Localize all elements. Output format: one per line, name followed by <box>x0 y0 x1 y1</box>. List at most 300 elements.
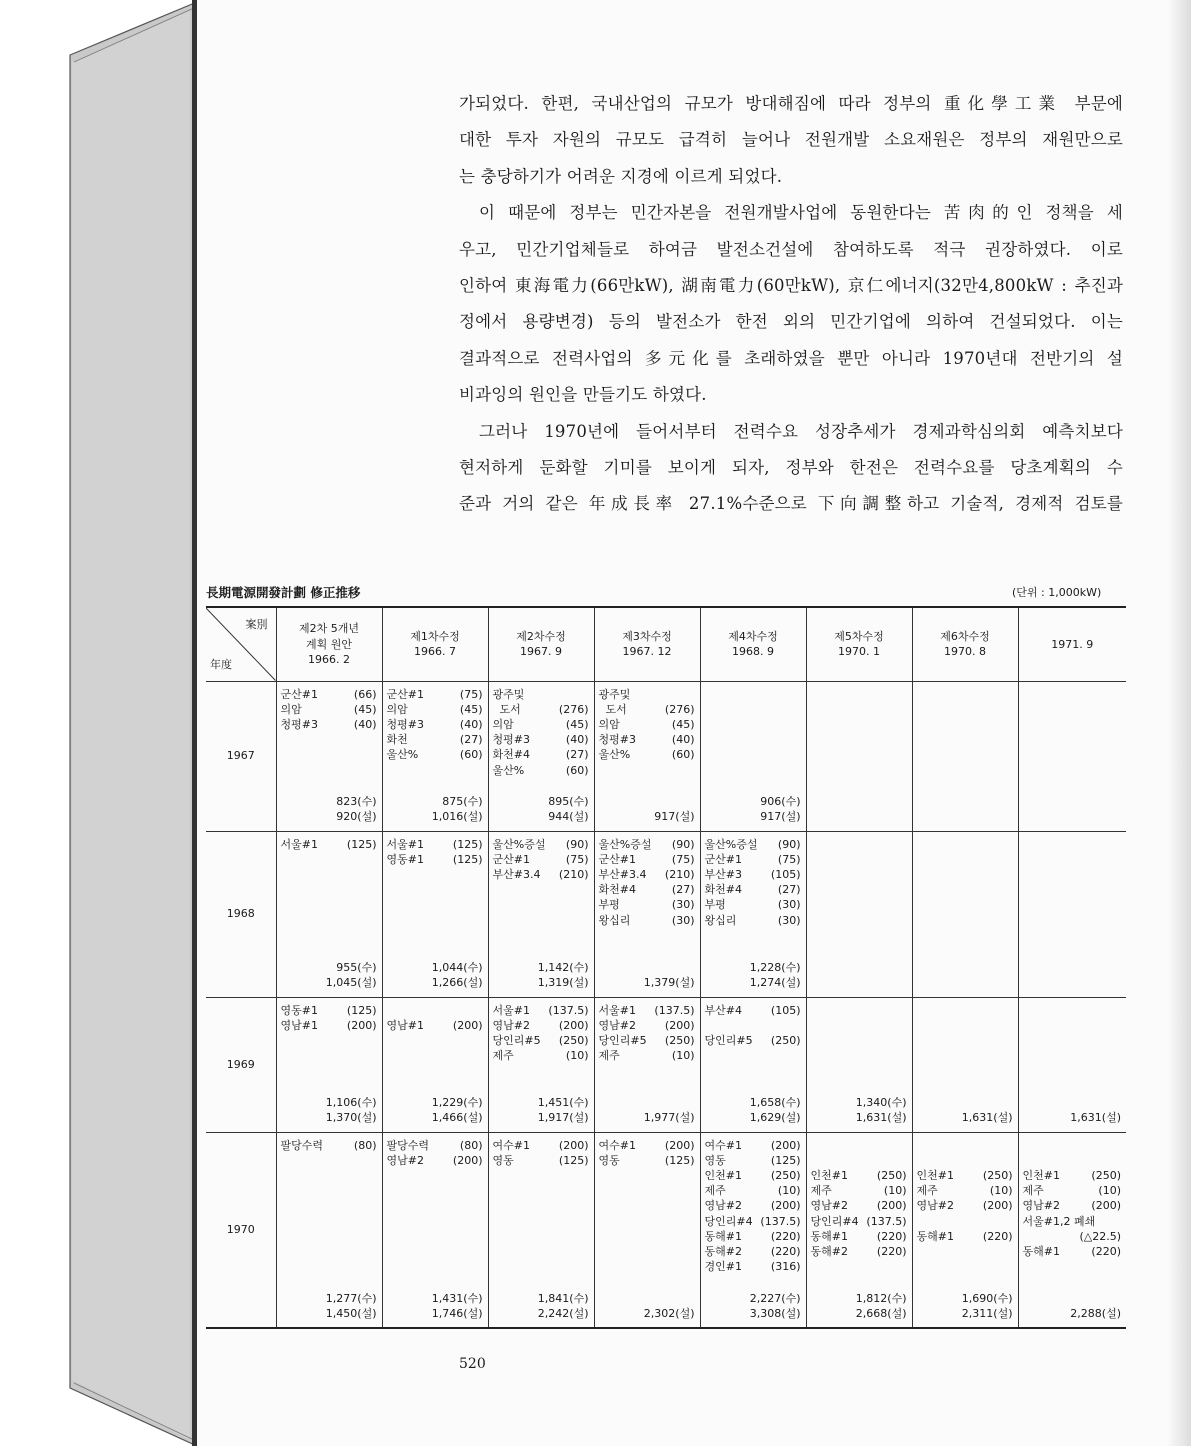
plant-capacity: (220) <box>982 1229 1013 1243</box>
plant-entry <box>705 1018 801 1033</box>
plant-capacity: (250) <box>1091 1168 1121 1182</box>
plant-capacity: (75) <box>459 687 483 701</box>
capacity-total: 1,746(설) <box>431 1306 483 1320</box>
plant-name: 광주및 <box>492 687 525 701</box>
column-header-line: 제2차수정 <box>516 630 566 644</box>
plant-name: 제주 <box>1022 1184 1044 1198</box>
plant-capacity: (125) <box>664 1153 695 1167</box>
capacity-total: 2,668(설) <box>855 1306 907 1320</box>
plant-capacity: (316) <box>770 1260 801 1274</box>
plant-capacity: (27) <box>565 748 589 762</box>
plant-name: 영동 <box>598 1153 620 1167</box>
plant-entry <box>599 1033 695 1048</box>
plant-name: 제주 <box>598 1049 620 1063</box>
plant-name: 당인리#5 <box>492 1033 541 1047</box>
plant-name: 부산#3.4 <box>492 867 541 881</box>
plan-cell-content <box>489 1133 594 1328</box>
plan-cell-content <box>701 998 806 1132</box>
plant-name: 서울#1,2 폐쇄 <box>1022 1214 1096 1228</box>
plant-name: 의암 <box>280 702 302 716</box>
capacity-totals <box>599 1110 695 1125</box>
plant-name: 울산%증설 <box>492 837 546 851</box>
plant-name: 왕십리 <box>598 913 631 927</box>
column-header-line: 계획 원안 <box>305 637 352 651</box>
plant-name: 울산% <box>386 748 419 762</box>
plant-capacity: (220) <box>876 1244 907 1258</box>
plant-entry <box>917 1138 1013 1153</box>
plant-capacity: (137.5) <box>654 1003 695 1017</box>
capacity-totals <box>387 960 483 990</box>
plan-cell <box>912 681 1018 831</box>
plant-entry <box>493 687 589 702</box>
plant-list <box>493 837 589 883</box>
plant-entry <box>1023 1183 1122 1198</box>
capacity-total: 1,977(설) <box>643 1111 695 1125</box>
plan-cell <box>1018 1132 1126 1328</box>
plant-entry <box>917 1229 1013 1244</box>
plant-entry <box>599 1003 695 1018</box>
plant-list <box>599 837 695 928</box>
plan-cell-content <box>913 682 1018 831</box>
plan-cell-content <box>489 998 594 1132</box>
column-header <box>806 607 912 681</box>
plant-name: 부산#4 <box>704 1003 742 1017</box>
plan-cell-content <box>807 682 912 831</box>
plan-cell <box>382 831 488 997</box>
plant-name: 군산#1 <box>386 687 424 701</box>
plant-capacity: (210) <box>558 867 589 881</box>
plant-name: 울산% <box>598 748 631 762</box>
plant-capacity: (200) <box>1091 1199 1121 1213</box>
plan-cell-content <box>595 998 700 1132</box>
plant-entry <box>493 867 589 882</box>
plant-name: 팔당수력 <box>386 1138 430 1152</box>
plant-capacity: (30) <box>777 913 801 927</box>
plant-capacity: (200) <box>770 1138 801 1152</box>
plant-name: 팔당수력 <box>280 1138 324 1152</box>
column-header <box>382 607 488 681</box>
column-header-line: 제5차수정 <box>834 630 884 644</box>
plan-cell-content <box>595 682 700 831</box>
plan-cell <box>382 681 488 831</box>
plant-list <box>599 1003 695 1064</box>
plant-entry <box>917 1153 1013 1168</box>
plant-entry <box>705 897 801 912</box>
plan-cell-content <box>807 1133 912 1328</box>
plan-cell-content <box>383 998 488 1132</box>
capacity-total: 1,340(수) <box>855 1096 907 1110</box>
capacity-total: 3,308(설) <box>749 1306 801 1320</box>
plant-entry <box>705 1153 801 1168</box>
column-header-line: 1966. 7 <box>414 645 456 659</box>
plant-capacity: (200) <box>982 1199 1013 1213</box>
table-row <box>206 831 1126 997</box>
plan-cell-content <box>277 998 382 1132</box>
plan-cell <box>276 681 382 831</box>
plant-name: 영남#1 <box>386 1018 424 1032</box>
plan-cell <box>382 1132 488 1328</box>
plant-name: 영남#2 <box>492 1018 530 1032</box>
capacity-total: 906(수) <box>760 795 801 809</box>
plan-cell-content <box>701 832 806 997</box>
plant-entry <box>493 852 589 867</box>
capacity-totals <box>811 1095 907 1125</box>
plant-list <box>1023 1138 1122 1260</box>
plan-cell-content <box>277 682 382 831</box>
capacity-totals <box>387 1291 483 1321</box>
plant-name: 영남#2 <box>916 1199 954 1213</box>
capacity-total: 2,227(수) <box>749 1291 801 1305</box>
plant-entry <box>811 1214 907 1229</box>
plant-capacity: (200) <box>664 1138 695 1152</box>
column-header-line: 제3차수정 <box>622 630 672 644</box>
capacity-total: 1,631(설) <box>961 1111 1013 1125</box>
plant-capacity: (220) <box>1091 1244 1121 1258</box>
plan-cell-content <box>1019 998 1127 1132</box>
plant-entry <box>493 1003 589 1018</box>
plant-entry <box>705 913 801 928</box>
capacity-total: 944(설) <box>548 810 589 824</box>
plant-capacity: (137.5) <box>548 1003 589 1017</box>
plan-cell-content <box>701 682 806 831</box>
plan-cell <box>806 681 912 831</box>
plan-cell-content <box>1019 682 1127 831</box>
plant-capacity: (60) <box>459 748 483 762</box>
plan-cell-content <box>807 998 912 1132</box>
capacity-total: 1,370(설) <box>325 1111 377 1125</box>
table-unit-label: (단위 : 1,000kW) <box>1012 586 1102 599</box>
plant-capacity: (10) <box>989 1184 1013 1198</box>
capacity-totals <box>493 794 589 824</box>
plant-capacity: (27) <box>671 883 695 897</box>
plan-cell <box>806 831 912 997</box>
plant-list <box>705 1003 801 1049</box>
plant-name: 제주 <box>704 1184 726 1198</box>
plant-capacity: (276) <box>664 702 695 716</box>
plant-name: 당인리#5 <box>704 1033 753 1047</box>
plant-entry <box>493 1048 589 1063</box>
capacity-totals <box>599 975 695 990</box>
plant-capacity: (△22.5) <box>1079 1229 1121 1243</box>
plant-entry <box>387 1153 483 1168</box>
plan-cell-content <box>913 832 1018 997</box>
plant-capacity: (137.5) <box>866 1214 907 1228</box>
column-header-line: 제4차수정 <box>728 630 778 644</box>
plant-name: 인천#1 <box>1022 1168 1060 1182</box>
capacity-totals <box>493 1291 589 1321</box>
plan-cell <box>594 997 700 1132</box>
column-header <box>1018 607 1126 681</box>
plan-cell-content <box>277 1133 382 1328</box>
plant-capacity: (40) <box>565 733 589 747</box>
plant-name: 광주및 <box>598 687 631 701</box>
plan-cell <box>488 831 594 997</box>
plant-capacity: (10) <box>1098 1184 1121 1198</box>
plant-name: 청평#3 <box>492 733 530 747</box>
plant-entry <box>917 1198 1013 1213</box>
column-header-line: 1967. 12 <box>622 645 672 659</box>
plant-name: 영남#2 <box>704 1199 742 1213</box>
capacity-total: 917(설) <box>760 810 801 824</box>
plan-cell <box>382 997 488 1132</box>
capacity-total: 1,319(설) <box>537 976 589 990</box>
plant-capacity: (90) <box>565 837 589 851</box>
plant-name: 인천#1 <box>810 1168 848 1182</box>
capacity-total: 1,466(설) <box>431 1111 483 1125</box>
plant-entry <box>599 867 695 882</box>
capacity-total: 917(설) <box>654 810 695 824</box>
plant-name: 군산#1 <box>492 852 530 866</box>
capacity-total: 1,841(수) <box>537 1291 589 1305</box>
plant-list <box>281 1138 377 1153</box>
plant-capacity: (27) <box>777 883 801 897</box>
capacity-total: 2,288(설) <box>1070 1306 1121 1320</box>
year-cell: 1970 <box>206 1132 276 1328</box>
plant-name: 동해#2 <box>810 1244 848 1258</box>
plan-cell <box>276 831 382 997</box>
plant-entry <box>1023 1214 1122 1229</box>
plant-entry <box>917 1168 1013 1183</box>
plant-entry <box>705 1259 801 1274</box>
capacity-total: 1,917(설) <box>537 1111 589 1125</box>
plant-entry <box>705 1244 801 1259</box>
plan-cell <box>594 1132 700 1328</box>
plant-entry <box>599 913 695 928</box>
plant-list <box>599 687 695 763</box>
plan-cell-content <box>913 1133 1018 1328</box>
plant-capacity: (40) <box>353 717 377 731</box>
plant-name: 영동 <box>704 1153 726 1167</box>
plant-capacity: (200) <box>770 1199 801 1213</box>
plant-name: 제주 <box>916 1184 938 1198</box>
capacity-total: 920(설) <box>336 810 377 824</box>
plant-name: 화천#4 <box>598 883 636 897</box>
year-cell: 1967 <box>206 681 276 831</box>
plant-entry <box>1023 1244 1122 1259</box>
paragraph-2-end: 비과잉의 원인을 만들기도 하였다. <box>459 385 707 405</box>
plant-capacity: (200) <box>452 1153 483 1167</box>
plant-entry <box>705 1183 801 1198</box>
plant-list <box>281 1003 377 1033</box>
plant-entry <box>811 1183 907 1198</box>
plant-list <box>599 1138 695 1168</box>
plant-name: 도서 <box>598 702 627 716</box>
plant-name: 울산%증설 <box>704 837 758 851</box>
plant-name: 여수#1 <box>704 1138 742 1152</box>
plant-entry <box>705 1198 801 1213</box>
capacity-total: 1,045(설) <box>325 976 377 990</box>
capacity-totals <box>917 1110 1013 1125</box>
plan-cell-content <box>807 832 912 997</box>
capacity-total: 1,277(수) <box>325 1291 377 1305</box>
plant-name: 군산#1 <box>704 852 742 866</box>
plant-name: 울산% <box>492 763 525 777</box>
plan-cell <box>912 831 1018 997</box>
capacity-totals <box>599 809 695 824</box>
plant-entry <box>705 1168 801 1183</box>
capacity-total: 1,631(설) <box>1070 1111 1121 1125</box>
plant-capacity: (125) <box>452 837 483 851</box>
plant-entry <box>917 1214 1013 1229</box>
plant-entry <box>811 1153 907 1168</box>
capacity-totals <box>599 1306 695 1321</box>
plant-name: 의암 <box>386 702 408 716</box>
column-header-line: 1971. 9 <box>1051 637 1094 651</box>
plan-cell-content <box>913 998 1018 1132</box>
plant-list <box>811 1138 907 1260</box>
column-header-line: 제2차 5개년 <box>299 622 359 636</box>
plant-entry <box>1023 1198 1122 1213</box>
plant-name: 화천#4 <box>704 883 742 897</box>
plant-list <box>705 837 801 928</box>
plant-list <box>387 837 483 867</box>
plant-capacity: (210) <box>664 867 695 881</box>
plan-cell <box>806 1132 912 1328</box>
table-header-row <box>206 607 1126 681</box>
plan-cell <box>1018 831 1126 997</box>
plant-name: 여수#1 <box>598 1138 636 1152</box>
plant-name: 영남#1 <box>280 1018 318 1032</box>
plant-entry <box>705 1033 801 1048</box>
plant-entry <box>387 732 483 747</box>
plant-capacity: (105) <box>770 1003 801 1017</box>
plant-entry <box>599 732 695 747</box>
plant-entry <box>705 852 801 867</box>
plant-entry <box>387 747 483 762</box>
column-header-line: 제6차수정 <box>940 630 990 644</box>
capacity-total: 823(수) <box>336 795 377 809</box>
plant-name: 도서 <box>492 702 521 716</box>
capacity-total: 1,379(설) <box>643 976 695 990</box>
plant-capacity: (45) <box>671 717 695 731</box>
plant-entry <box>705 1138 801 1153</box>
plant-entry <box>281 1138 377 1153</box>
plant-name: 부산#3.4 <box>598 867 647 881</box>
table-row <box>206 1132 1126 1328</box>
plant-name: 부산#3 <box>704 867 742 881</box>
plant-entry <box>599 1018 695 1033</box>
capacity-totals <box>281 794 377 824</box>
plant-name: 화천#4 <box>492 748 530 762</box>
plant-name: 영남#2 <box>810 1199 848 1213</box>
plan-cell <box>700 831 806 997</box>
capacity-totals <box>705 1291 801 1321</box>
plant-capacity: (200) <box>558 1018 589 1032</box>
table-row <box>206 681 1126 831</box>
capacity-total: 2,311(설) <box>961 1306 1013 1320</box>
plant-name: 서울#1 <box>598 1003 636 1017</box>
plant-entry <box>705 1229 801 1244</box>
page-edge-shadow <box>1167 0 1191 1446</box>
plant-name: 서울#1 <box>280 837 318 851</box>
year-cell: 1969 <box>206 997 276 1132</box>
capacity-totals <box>1023 1306 1122 1321</box>
plant-name: 제주 <box>810 1184 832 1198</box>
plant-name: 청평#3 <box>386 717 424 731</box>
table-caption: 長期電源開發計劃 修正推移 <box>206 585 361 600</box>
plant-capacity: (45) <box>353 702 377 716</box>
capacity-totals <box>917 1291 1013 1321</box>
plant-capacity: (105) <box>770 867 801 881</box>
paragraph-3: 그러나 1970년에 들어서부터 전력수요 성장추세가 경제과학심의회 예측치보다 현저하게 둔화할 기미를 보이게 되자, 정부와 한전은 전력수요를 당초계획의 수 준과 거의 같은 年成長率 27.1%수준으로 下向調整하고 기술적, 경제적 검토를 <box>459 421 1123 514</box>
plant-entry <box>811 1244 907 1259</box>
capacity-total: 1,044(수) <box>431 961 483 975</box>
capacity-total: 1,266(설) <box>431 976 483 990</box>
plant-entry <box>811 1229 907 1244</box>
plant-entry <box>599 1138 695 1153</box>
table-row <box>206 997 1126 1132</box>
plant-entry <box>599 1048 695 1063</box>
power-plan-table <box>206 606 1126 1329</box>
plan-cell <box>594 831 700 997</box>
plant-entry <box>281 702 377 717</box>
plant-name: 동해#1 <box>810 1229 848 1243</box>
capacity-total: 1,629(설) <box>749 1111 801 1125</box>
capacity-totals <box>705 794 801 824</box>
capacity-totals <box>281 1095 377 1125</box>
plant-capacity: (125) <box>346 1003 377 1017</box>
plant-entry <box>917 1183 1013 1198</box>
capacity-total: 1,142(수) <box>537 961 589 975</box>
plant-entry <box>387 1138 483 1153</box>
capacity-totals <box>493 960 589 990</box>
column-header <box>488 607 594 681</box>
plant-capacity: (40) <box>459 717 483 731</box>
year-cell: 1968 <box>206 831 276 997</box>
plant-name: 울산%증설 <box>598 837 652 851</box>
plant-capacity: (220) <box>770 1244 801 1258</box>
plant-capacity: (220) <box>876 1229 907 1243</box>
plant-entry <box>1023 1229 1122 1244</box>
plant-capacity: (250) <box>664 1033 695 1047</box>
plant-capacity: (200) <box>558 1138 589 1152</box>
column-header <box>700 607 806 681</box>
capacity-total: 1,812(수) <box>855 1291 907 1305</box>
plant-entry <box>493 717 589 732</box>
plant-capacity: (60) <box>565 763 589 777</box>
plant-name: 청평#3 <box>598 733 636 747</box>
plant-name: 왕십리 <box>704 913 737 927</box>
plant-name: 화천 <box>386 733 408 747</box>
plant-entry <box>705 1214 801 1229</box>
plant-entry <box>493 837 589 852</box>
plant-capacity: (125) <box>558 1153 589 1167</box>
plant-capacity: (30) <box>777 898 801 912</box>
plant-capacity: (30) <box>671 913 695 927</box>
plant-capacity: (200) <box>876 1199 907 1213</box>
plant-capacity: (80) <box>459 1138 483 1152</box>
plant-entry <box>599 897 695 912</box>
capacity-total: 1,451(수) <box>537 1096 589 1110</box>
plant-entry <box>387 687 483 702</box>
plant-entry <box>599 717 695 732</box>
plant-capacity: (276) <box>558 702 589 716</box>
plant-name: 부평 <box>598 898 620 912</box>
capacity-totals <box>387 794 483 824</box>
plant-name: 영동#1 <box>386 852 424 866</box>
column-header-line: 1966. 2 <box>308 652 350 666</box>
column-header-line: 1967. 9 <box>520 645 562 659</box>
plant-entry <box>811 1138 907 1153</box>
plant-capacity: (75) <box>565 852 589 866</box>
plant-capacity: (10) <box>777 1184 801 1198</box>
column-header-line: 1970. 8 <box>944 645 986 659</box>
capacity-totals <box>493 1095 589 1125</box>
column-header-line: 제1차수정 <box>410 630 460 644</box>
plan-cell <box>700 681 806 831</box>
plant-capacity: (90) <box>777 837 801 851</box>
plan-cell-content <box>1019 1133 1127 1328</box>
